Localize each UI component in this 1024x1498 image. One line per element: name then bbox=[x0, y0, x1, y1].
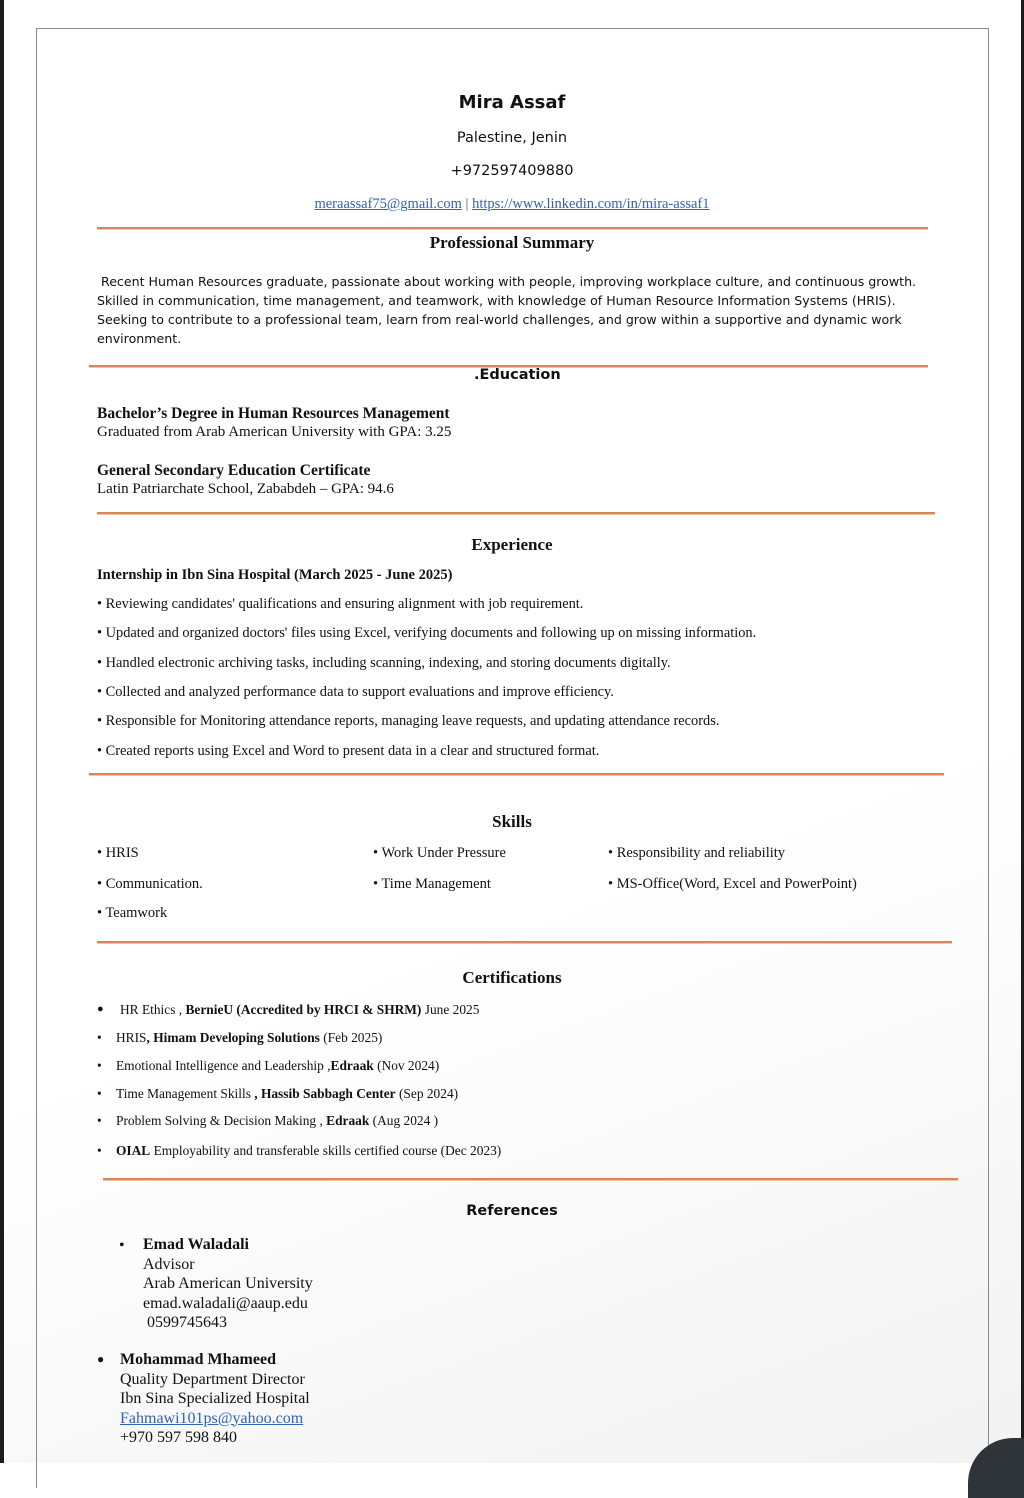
divider bbox=[97, 512, 935, 514]
reference-phone: +970 597 598 840 bbox=[120, 1429, 238, 1446]
reference-bullet-icon: ● bbox=[97, 1352, 105, 1366]
candidate-name: Mira Assaf bbox=[458, 92, 566, 113]
experience-bullet: • Updated and organized doctors' files using Excel, verifying documents and following up on missing information. bbox=[97, 625, 757, 641]
reference-item bbox=[120, 1350, 310, 1448]
certification-course: Problem Solving & Decision Making , bbox=[116, 1113, 327, 1128]
certification-date: Employability and transferable skills certified course (Dec 2023) bbox=[150, 1143, 502, 1158]
contact-links bbox=[0, 196, 1024, 213]
certification-date: June 2025 bbox=[421, 1002, 480, 1017]
certification-date: (Sep 2024) bbox=[395, 1086, 459, 1101]
certification-course: Time Management Skills bbox=[116, 1086, 255, 1101]
reference-org: Arab American University bbox=[143, 1275, 313, 1292]
skill-item: • Teamwork bbox=[97, 905, 168, 921]
divider bbox=[89, 773, 944, 775]
email-link[interactable]: meraassaf75@gmail.com bbox=[314, 196, 462, 212]
reference-email-link[interactable]: Fahmawi101ps@yahoo.com bbox=[120, 1409, 304, 1427]
certification-course: Emotional Intelligence and Leadership , bbox=[116, 1058, 331, 1073]
bullet-icon: • bbox=[97, 1143, 102, 1158]
summary-text bbox=[97, 272, 927, 348]
reference-name: Mohammad Mhameed bbox=[120, 1351, 276, 1368]
education-secondary-detail: Latin Patriarchate School, Zababdeh – GPA: 94.6 bbox=[97, 481, 394, 497]
skill-item: • Responsibility and reliability bbox=[608, 845, 786, 861]
location: Palestine, Jenin bbox=[456, 130, 568, 146]
bullet-icon: • bbox=[97, 1113, 102, 1128]
certification-date: (Aug 2024 ) bbox=[369, 1113, 439, 1128]
certification-provider: Edraak bbox=[326, 1113, 370, 1128]
reference-email: emad.waladali@aaup.edu bbox=[143, 1294, 308, 1312]
bullet-icon: • bbox=[97, 1030, 102, 1045]
certification-date: (Nov 2024) bbox=[373, 1058, 440, 1073]
experience-bullet: • Collected and analyzed performance data to support evaluations and improve efficiency. bbox=[97, 684, 614, 700]
certification-date: (Feb 2025) bbox=[319, 1030, 383, 1045]
reference-title: Advisor bbox=[143, 1255, 195, 1273]
experience-bullet: • Created reports using Excel and Word to present data in a clear and structured format. bbox=[97, 743, 600, 759]
bullet-icon: • bbox=[97, 1086, 102, 1101]
skill-item: • Communication. bbox=[97, 876, 203, 892]
experience-bullet: • Handled electronic archiving tasks, including scanning, indexing, and storing documents digitally. bbox=[97, 655, 671, 671]
summary-line: Recent Human Resources graduate, passionate about working with people, improving workplace culture, and continuous growth. bbox=[97, 274, 917, 289]
reference-item bbox=[143, 1235, 313, 1333]
skill-item: • Work Under Pressure bbox=[373, 845, 506, 861]
experience-heading: Experience bbox=[471, 535, 553, 554]
certifications-heading: Certifications bbox=[462, 968, 562, 987]
certification-course: HRIS bbox=[116, 1030, 147, 1045]
bullet-icon: ● bbox=[97, 1003, 104, 1015]
experience-bullet: • Responsible for Monitoring attendance reports, managing leave requests, and updating attendance records. bbox=[97, 713, 720, 729]
education-degree-title: Bachelor’s Degree in Human Resources Management bbox=[97, 405, 450, 422]
separator: | bbox=[465, 196, 469, 212]
reference-title: Quality Department Director bbox=[120, 1370, 305, 1388]
certification-provider: , Himam Developing Solutions bbox=[146, 1030, 320, 1045]
certification-provider: BernieU (Accredited by HRCI & SHRM) bbox=[185, 1002, 422, 1017]
certification-course: HR Ethics , bbox=[120, 1002, 186, 1017]
phone: +972597409880 bbox=[450, 163, 574, 179]
reference-bullet-icon: • bbox=[119, 1237, 125, 1254]
divider bbox=[97, 941, 952, 943]
education-heading: .Education bbox=[474, 367, 561, 383]
experience-bullet: • Reviewing candidates' qualifications and ensuring alignment with job requirement. bbox=[97, 596, 584, 612]
certification-provider: OIAL bbox=[116, 1143, 151, 1158]
reference-name: Emad Waladali bbox=[143, 1236, 249, 1253]
linkedin-link[interactable]: https://www.linkedin.com/in/mira-assaf1 bbox=[472, 196, 710, 212]
skill-item: • MS-Office(Word, Excel and PowerPoint) bbox=[608, 876, 857, 892]
certification-provider: , Hassib Sabbagh Center bbox=[254, 1086, 396, 1101]
summary-line: Skilled in communication, time management, and teamwork, with knowledge of Human Resource Information Systems (HRIS). bbox=[97, 293, 896, 308]
reference-org: Ibn Sina Specialized Hospital bbox=[120, 1390, 310, 1407]
skills-heading: Skills bbox=[492, 812, 532, 831]
references-heading: References bbox=[466, 1203, 558, 1219]
skill-item: • HRIS bbox=[97, 845, 139, 861]
certification-provider: Edraak bbox=[330, 1058, 374, 1073]
education-secondary-title: General Secondary Education Certificate bbox=[97, 462, 371, 479]
divider bbox=[97, 227, 928, 229]
summary-line: environment. bbox=[97, 331, 182, 346]
experience-role: Internship in Ibn Sina Hospital (March 2025 - June 2025) bbox=[97, 567, 453, 583]
divider bbox=[103, 1178, 958, 1180]
education-degree-detail: Graduated from Arab American University with GPA: 3.25 bbox=[97, 424, 452, 440]
skill-item: • Time Management bbox=[373, 876, 491, 892]
summary-line: Seeking to contribute to a professional team, learn from real-world challenges, and grow within a supportive and dynamic work bbox=[97, 312, 902, 327]
bullet-icon: • bbox=[97, 1058, 102, 1073]
summary-heading: Professional Summary bbox=[429, 233, 595, 252]
reference-phone: 0599745643 bbox=[143, 1314, 227, 1331]
